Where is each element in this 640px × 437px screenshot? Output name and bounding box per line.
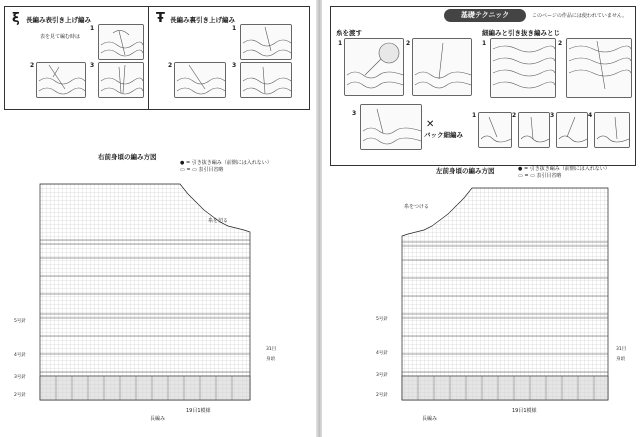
basics-header: 基礎テクニック <box>444 9 526 22</box>
bottom-note: 長編み <box>422 416 438 422</box>
axis-label: 3号針 <box>14 375 26 380</box>
step-number: 1 <box>338 40 343 47</box>
legend-item: ● = 引き抜き編み（前側には入れない） <box>180 160 272 166</box>
axis-label: 3号針 <box>376 373 388 378</box>
seam-illustration-2 <box>566 38 632 98</box>
step-number: 3 <box>550 112 555 119</box>
reverse-sc-symbol: ✕ <box>426 119 435 130</box>
step-number: 1 <box>232 25 237 32</box>
axis-label: 4号針 <box>14 353 26 358</box>
axis-label: 2号針 <box>14 393 26 398</box>
carry-yarn-illustration-3 <box>360 104 422 150</box>
pattern-repeat-label: 19目1模様 <box>186 408 211 414</box>
back-post-illustration-1 <box>240 24 292 60</box>
axis-label: 身頃 <box>266 357 275 362</box>
pattern-repeat-label: 19目1模様 <box>512 408 537 414</box>
legend-item: ▭ = ▭ 表引目省略 <box>180 167 224 173</box>
front-post-illustration-1 <box>98 24 144 60</box>
front-post-illustration-2 <box>36 62 86 98</box>
right-page <box>322 0 640 437</box>
axis-label: 4号針 <box>376 351 388 356</box>
basics-header-note: このページの作品には使われていません。 <box>532 13 628 19</box>
carry-yarn-title: 糸を渡す <box>336 29 362 37</box>
front-post-note: 表を見て編む時は <box>40 34 81 40</box>
axis-label: 5号針 <box>376 317 388 322</box>
step-number: 2 <box>512 112 517 119</box>
reverse-sc-illustration-3 <box>556 112 588 148</box>
chart-annotation: 糸を切る <box>208 218 229 224</box>
seam-illustration-1 <box>490 38 556 98</box>
axis-label: 2号針 <box>376 393 388 398</box>
step-number: 2 <box>406 40 411 47</box>
axis-label: 31目 <box>266 347 277 352</box>
step-number: 1 <box>482 40 487 47</box>
carry-yarn-illustration-2 <box>412 38 472 96</box>
step-number: 1 <box>472 112 477 119</box>
axis-label: 5号針 <box>14 319 26 324</box>
step-number: 1 <box>90 25 95 32</box>
back-post-illustration-3 <box>240 62 292 98</box>
left-front-chart-title: 左前身頃の編み方図 <box>436 167 495 175</box>
back-post-illustration-2 <box>174 62 226 98</box>
step-number: 4 <box>588 112 593 119</box>
step-number: 2 <box>30 62 35 69</box>
step-number: 2 <box>168 62 173 69</box>
left-page <box>0 0 318 437</box>
chart-annotation: 糸をつける <box>404 204 430 210</box>
seam-title: 細編みと引き抜き編みとじ <box>482 29 560 37</box>
bottom-note: 長編み <box>150 416 166 422</box>
step-number: 3 <box>232 62 237 69</box>
step-number: 2 <box>558 40 563 47</box>
reverse-sc-illustration-4 <box>594 112 630 148</box>
axis-label: 身頃 <box>616 357 625 362</box>
back-post-title: 長編み裏引き上げ編み <box>170 16 235 24</box>
front-post-title: 長編み表引き上げ編み <box>26 16 91 24</box>
right-front-chart-title: 右前身頃の編み方図 <box>98 153 157 161</box>
legend-item: ▭ = ▭ 表引目省略 <box>518 173 562 179</box>
back-post-symbol: Ŧ <box>156 11 165 26</box>
right-front-chart <box>38 180 262 404</box>
reverse-sc-title: バック細編み <box>424 131 463 139</box>
reverse-sc-illustration-2 <box>518 112 550 148</box>
axis-label: 31目 <box>616 347 627 352</box>
reverse-sc-illustration-1 <box>478 112 512 148</box>
carry-yarn-illustration-1 <box>344 38 404 96</box>
box-divider <box>148 6 149 110</box>
front-post-illustration-3 <box>98 62 144 98</box>
left-front-chart <box>400 184 612 404</box>
legend-item: ● = 引き抜き編み（前側には入れない） <box>518 166 610 172</box>
step-number: 3 <box>352 110 357 117</box>
front-post-symbol: ξ <box>12 11 20 26</box>
step-number: 3 <box>90 62 95 69</box>
